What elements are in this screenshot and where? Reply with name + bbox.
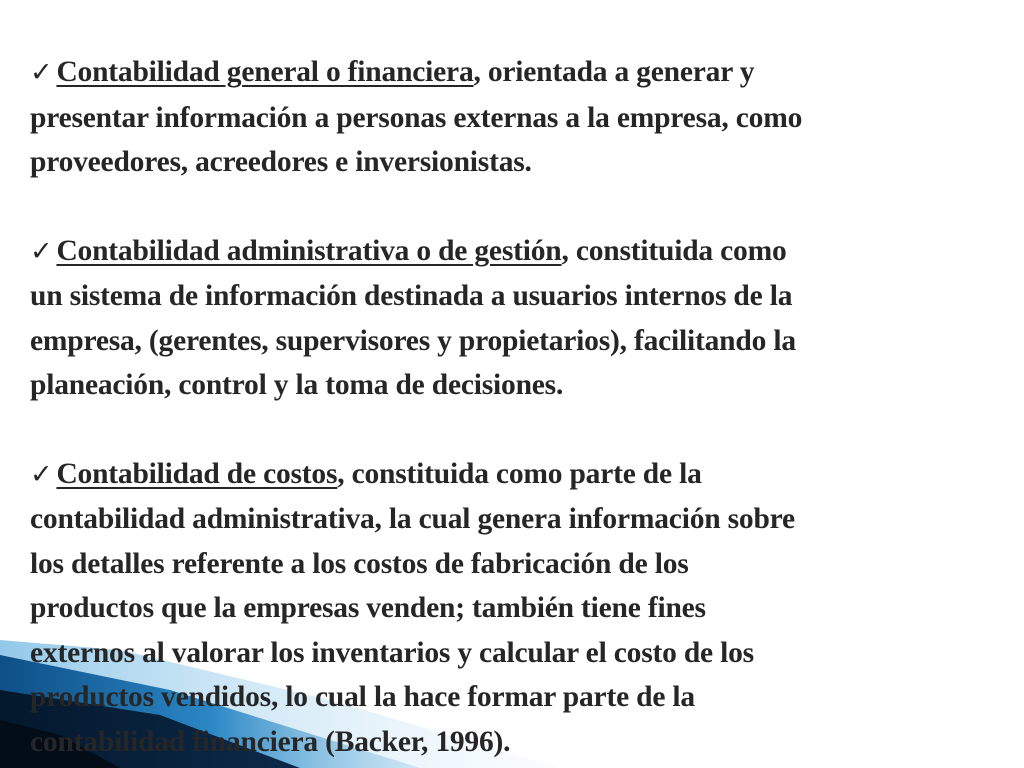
term-contabilidad-costos: Contabilidad de costos [56,457,338,490]
paragraph-line: presentar información a personas externas a la empresa, como [30,101,803,134]
checkmark-icon: ✓ [30,57,53,88]
bullet-item-contabilidad-administrativa [30,229,1020,408]
paragraph-line: los detalles referente a los costos de fabricación de los [30,547,689,580]
paragraph-line: , constituida como [561,234,787,267]
paragraph-line: productos que la empresas venden; también tiene fines [30,592,706,624]
bullet-item-contabilidad-general [30,50,1020,185]
paragraph-line: proveedores, acreedores e inversionistas. [30,146,532,178]
bullet-list [30,50,1020,768]
checkmark-icon: ✓ [30,235,53,267]
bullet-item-contabilidad-costos [30,452,1020,765]
paragraph-line: empresa, (gerentes, supervisores y propietarios), facilitando la [30,324,796,357]
paragraph-line: planeación, control y la toma de decisiones. [30,369,564,401]
paragraph-line: , constituida como parte de la [337,457,702,490]
paragraph-line: contabilidad administrativa, la cual genera información sobre [30,503,795,535]
checkmark-icon: ✓ [30,458,53,490]
paragraph-line: , orientada a generar y [473,56,755,88]
term-contabilidad-administrativa: Contabilidad administrativa o de gestión [56,234,562,267]
paragraph-line: externos al valorar los inventarios y calcular el costo de los [30,636,754,669]
paragraph-line: contabilidad financiera (Backer, 1996). [30,725,511,758]
paragraph-line: un sistema de información destinada a usuarios internos de la [30,280,793,312]
term-contabilidad-general: Contabilidad general o financiera [56,56,474,88]
paragraph-line: productos vendidos, lo cual la hace formar parte de la [30,681,695,713]
